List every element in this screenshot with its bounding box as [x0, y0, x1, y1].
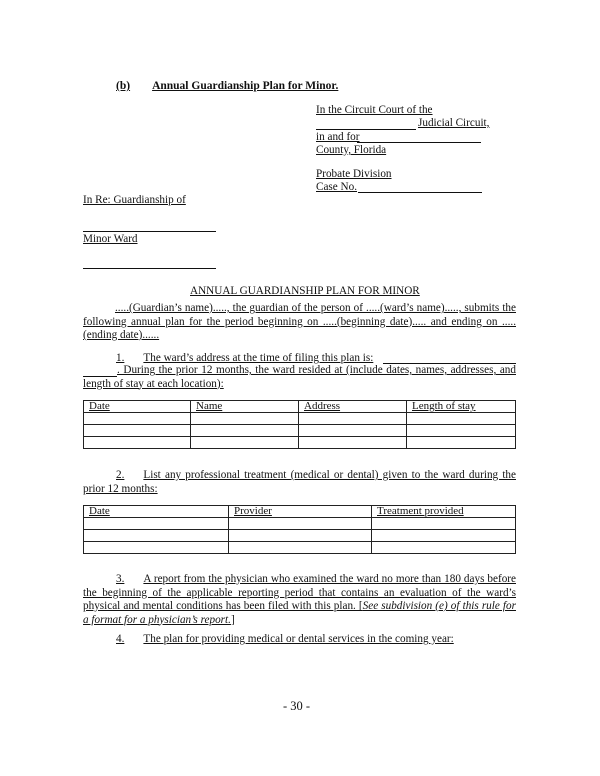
item-3-number: 3.: [116, 573, 125, 585]
table-header-cell: Date: [84, 401, 191, 413]
table-row: [84, 542, 516, 554]
treatment-table: [83, 505, 516, 554]
item-4-number: 4.: [116, 633, 125, 645]
page-number: - 30 -: [283, 699, 311, 713]
table-header-row: [84, 506, 516, 518]
item-1-line: [116, 352, 373, 364]
item-1-text-b: . During the prior 12 months, the ward resided at (include dates, names, addresses, and length of stay at each location):: [83, 364, 516, 390]
table-header-cell: Provider: [229, 506, 372, 518]
table-header-cell: Treatment provided: [372, 506, 516, 518]
item-3-text: A report from the physician who examined the ward no more than 180 days before the beginning of the applicable reporting period that contains an evaluation of the ward’s physical and mental conditions has been filed with this plan. [: [83, 573, 516, 612]
item-2-text: List any professional treatment (medical or dental) given to the ward during the prior 12 months:: [83, 469, 516, 495]
residence-table: [83, 400, 516, 449]
table-row: [84, 425, 516, 437]
table-row: [84, 413, 516, 425]
ward-name-blank-2: [83, 268, 216, 269]
item-2-paragraph: [83, 469, 516, 496]
item-4-text: The plan for providing medical or dental services in the coming year:: [143, 633, 454, 645]
section-title: Annual Guardianship Plan for Minor.: [152, 80, 339, 92]
court-line-3: in and for: [316, 131, 360, 143]
court-line-2: Judicial Circuit,: [418, 117, 490, 129]
probate-division: Probate Division: [316, 168, 392, 180]
item-1-text-a: The ward’s address at the time of filing this plan is:: [143, 352, 374, 364]
circuit-blank: [316, 129, 416, 130]
county-blank: [357, 142, 481, 143]
item-3-paragraph: [83, 573, 516, 627]
intro-paragraph: .....(Guardian’s name)....., the guardian of the person of .....(ward’s name)....., submits the following annual plan for the period beginning on .....(beginning date)..... and ending on .....(ending date)......: [83, 302, 516, 341]
table-row: [84, 518, 516, 530]
section-label: (b): [116, 80, 131, 92]
table-row: [84, 530, 516, 542]
ward-name-blank: [83, 231, 216, 232]
table-header-cell: Date: [84, 506, 229, 518]
case-no-blank: [358, 192, 482, 193]
item-2-number: 2.: [116, 469, 125, 481]
item-3-close: ]: [230, 613, 235, 626]
court-line-1: In the Circuit Court of the: [316, 104, 433, 116]
table-header-row: [84, 401, 516, 413]
form-title: ANNUAL GUARDIANSHIP PLAN FOR MINOR: [190, 285, 420, 297]
table-header-cell: Name: [191, 401, 299, 413]
table-header-cell: Address: [299, 401, 407, 413]
item-1-number: 1.: [116, 352, 125, 364]
item-3-italic-note: See subdivision (e) of this rule for a format for a physician’s report.: [83, 600, 516, 626]
minor-ward-label: Minor Ward: [83, 233, 138, 245]
table-header-cell: Length of stay: [407, 401, 516, 413]
case-no-label: Case No.: [316, 181, 358, 193]
in-re-label: In Re: Guardianship of: [83, 194, 186, 206]
table-row: [84, 437, 516, 449]
section-heading: [116, 80, 338, 92]
item-4-line: [116, 633, 454, 645]
court-line-4: County, Florida: [316, 144, 387, 156]
